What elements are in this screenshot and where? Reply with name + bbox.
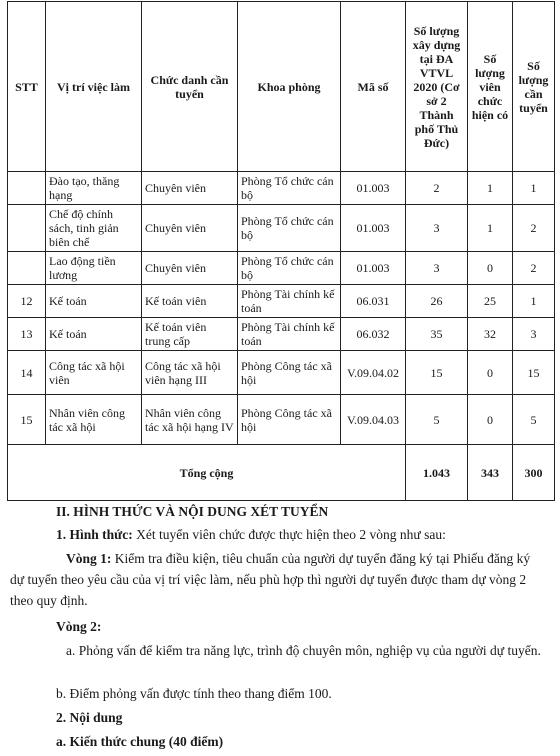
header-sl-can-tuyen: Số lượng cần tuyển (513, 2, 555, 172)
cell-khoa-phong: Phòng Tài chính kế toán (238, 318, 341, 351)
header-vi-tri: Vị trí việc làm (46, 2, 142, 172)
cell-khoa-phong: Phòng Công tác xã hội (238, 395, 341, 445)
total-sl-can-tuyen: 300 (513, 445, 555, 501)
cell-khoa-phong: Phòng Tổ chức cán bộ (238, 172, 341, 205)
cell-khoa-phong: Phòng Tài chính kế toán (238, 285, 341, 318)
cell-chuc-danh: Chuyên viên (142, 205, 238, 252)
header-sl-xay-dung: Số lượng xây dựng tại ĐA VTVL 2020 (Cơ sở 2 Thành phố Thủ Đức) (406, 2, 468, 172)
cell-ma-so: V.09.04.02 (341, 351, 406, 395)
header-chuc-danh: Chức danh cần tuyển (142, 2, 238, 172)
cell-sl-hien-co: 32 (468, 318, 513, 351)
round1-label: Vòng 1: (66, 551, 112, 566)
cell-sl-hien-co: 25 (468, 285, 513, 318)
table-header-row (8, 2, 555, 172)
cell-sl-hien-co: 0 (468, 351, 513, 395)
cell-sl-xay-dung: 3 (406, 205, 468, 252)
cell-vi-tri: Công tác xã hội viên (46, 351, 142, 395)
recruitment-table (7, 1, 555, 501)
cell-sl-can-tuyen: 15 (513, 351, 555, 395)
cell-ma-so: 01.003 (341, 205, 406, 252)
noi-dung-label: 2. Nội dung (56, 710, 123, 725)
cell-sl-xay-dung: 26 (406, 285, 468, 318)
kien-thuc-chung-wrap (0, 732, 546, 752)
hinh-thuc-text: Xét tuyển viên chức được thực hiện theo 2 vòng như sau: (132, 527, 446, 542)
cell-sl-can-tuyen: 3 (513, 318, 555, 351)
noi-dung-heading-wrap (0, 708, 546, 728)
cell-khoa-phong: Phòng Tổ chức cán bộ (238, 205, 341, 252)
round2-b-text: b. Điểm phỏng vấn được tính theo thang điểm 100. (56, 686, 332, 701)
cell-sl-xay-dung: 2 (406, 172, 468, 205)
cell-khoa-phong: Phòng Công tác xã hội (238, 351, 341, 395)
cell-stt: 12 (8, 285, 46, 318)
cell-ma-so: 01.003 (341, 172, 406, 205)
cell-sl-xay-dung: 15 (406, 351, 468, 395)
cell-vi-tri: Kế toán (46, 318, 142, 351)
round2-heading-wrap (0, 617, 546, 637)
cell-vi-tri: Lao động tiền lương (46, 252, 142, 285)
table-row (8, 395, 555, 445)
round1-paragraph (10, 548, 546, 611)
cell-vi-tri: Chế độ chính sách, tinh giản biên chế (46, 205, 142, 252)
table-row (8, 318, 555, 351)
table-row (8, 351, 555, 395)
table-row (8, 285, 555, 318)
cell-stt: 15 (8, 395, 46, 445)
round2-a-text: a. Phỏng vấn để kiểm tra năng lực, trình độ chuyên môn, nghiệp vụ của người dự tuyển. (66, 643, 541, 658)
section-heading: II. HÌNH THỨC VÀ NỘI DUNG XÉT TUYỂN (56, 504, 329, 519)
cell-vi-tri: Kế toán (46, 285, 142, 318)
header-khoa-phong: Khoa phòng (238, 2, 341, 172)
cell-vi-tri: Nhân viên công tác xã hội (46, 395, 142, 445)
cell-stt (8, 252, 46, 285)
cell-chuc-danh: Công tác xã hội viên hạng III (142, 351, 238, 395)
cell-stt: 14 (8, 351, 46, 395)
cell-chuc-danh: Kế toán viên trung cấp (142, 318, 238, 351)
cell-sl-can-tuyen: 5 (513, 395, 555, 445)
cell-ma-so: V.09.04.03 (341, 395, 406, 445)
header-ma-so: Mã số (341, 2, 406, 172)
cell-sl-can-tuyen: 1 (513, 172, 555, 205)
cell-chuc-danh: Chuyên viên (142, 252, 238, 285)
cell-stt (8, 205, 46, 252)
table-row (8, 205, 555, 252)
cell-stt: 13 (8, 318, 46, 351)
total-sl-xay-dung: 1.043 (406, 445, 468, 501)
cell-sl-hien-co: 1 (468, 205, 513, 252)
round2-b-paragraph (0, 684, 546, 704)
cell-khoa-phong: Phòng Tổ chức cán bộ (238, 252, 341, 285)
cell-chuc-danh: Nhân viên công tác xã hội hạng IV (142, 395, 238, 445)
kien-thuc-chung-label: a. Kiến thức chung (40 điểm) (56, 734, 224, 749)
cell-sl-can-tuyen: 1 (513, 285, 555, 318)
table-row (8, 172, 555, 205)
header-stt: STT (8, 2, 46, 172)
cell-sl-can-tuyen: 2 (513, 205, 555, 252)
cell-chuc-danh: Kế toán viên (142, 285, 238, 318)
hinh-thuc-label: 1. Hình thức: (56, 527, 133, 542)
section-heading-wrap (0, 502, 560, 522)
cell-sl-xay-dung: 5 (406, 395, 468, 445)
cell-sl-xay-dung: 3 (406, 252, 468, 285)
round1-text: Kiểm tra điều kiện, tiêu chuẩn của người dự tuyển đăng ký tại Phiếu đăng ký dự tuyển theo yêu cầu của vị trí việc làm, nếu phù hợp thì người dự tuyển được tham dự vòng 2 theo quy định. (10, 551, 531, 608)
cell-sl-xay-dung: 35 (406, 318, 468, 351)
cell-vi-tri: Đào tạo, thăng hạng (46, 172, 142, 205)
round2-a-paragraph (10, 640, 546, 661)
cell-ma-so: 06.031 (341, 285, 406, 318)
cell-stt (8, 172, 46, 205)
cell-sl-can-tuyen: 2 (513, 252, 555, 285)
cell-sl-hien-co: 0 (468, 252, 513, 285)
hinh-thuc-paragraph (0, 525, 546, 545)
cell-sl-hien-co: 1 (468, 172, 513, 205)
total-sl-hien-co: 343 (468, 445, 513, 501)
round2-label: Vòng 2: (56, 619, 102, 634)
total-row (8, 445, 555, 501)
cell-ma-so: 06.032 (341, 318, 406, 351)
table-row (8, 252, 555, 285)
cell-chuc-danh: Chuyên viên (142, 172, 238, 205)
cell-ma-so: 01.003 (341, 252, 406, 285)
header-sl-hien-co: Số lượng viên chức hiện có (468, 2, 513, 172)
total-label: Tổng cộng (8, 445, 406, 501)
cell-sl-hien-co: 0 (468, 395, 513, 445)
